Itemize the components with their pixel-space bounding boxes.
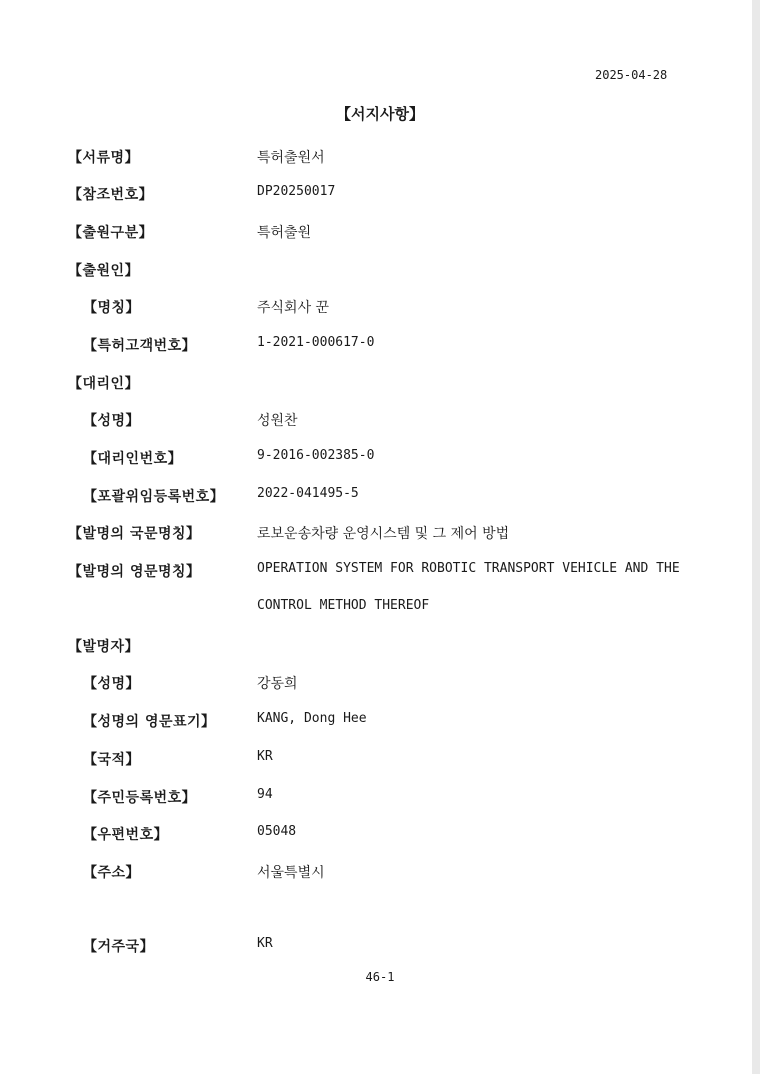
- field-title-en-continued: [0, 598, 740, 622]
- section-applicant: [0, 260, 740, 284]
- field-value: 9-2016-002385-0: [257, 448, 375, 463]
- field-value: 94: [257, 787, 273, 802]
- field-value: KR: [257, 749, 273, 764]
- field-inventor-name-en: [0, 711, 740, 735]
- field-label: 【우편번호】: [83, 827, 169, 843]
- section-label: 【출원인】: [68, 263, 140, 279]
- field-label: 【발명의 국문명칭】: [68, 526, 201, 542]
- field-value: OPERATION SYSTEM FOR ROBOTIC TRANSPORT VEHICLE AND THE: [257, 561, 680, 576]
- field-applicant-name: [0, 297, 740, 321]
- field-label: 【성명】: [83, 413, 141, 429]
- section-inventor: [0, 636, 740, 660]
- field-value: KR: [257, 936, 273, 951]
- field-nationality: [0, 749, 740, 773]
- field-value: 특허출원: [257, 225, 312, 241]
- field-value: 특허출원서: [257, 150, 325, 166]
- field-agent-name: [0, 410, 740, 434]
- field-label: 【포괄위임등록번호】: [83, 489, 225, 505]
- field-label: 【참조번호】: [68, 187, 154, 203]
- field-title-kr: [0, 523, 740, 547]
- field-label: 【성명의 영문표기】: [83, 714, 216, 730]
- field-value: 주식회사 꾼: [257, 300, 330, 316]
- field-label: 【대리인번호】: [83, 451, 183, 467]
- field-value: 05048: [257, 824, 297, 839]
- field-label: 【성명】: [83, 676, 141, 692]
- field-inventor-name: [0, 673, 740, 697]
- field-label: 【주소】: [83, 865, 141, 881]
- field-label: 【서류명】: [68, 150, 140, 166]
- field-agent-code: [0, 448, 740, 472]
- field-resident-no: [0, 787, 740, 811]
- field-value: KANG, Dong Hee: [257, 711, 367, 726]
- document-date: 2025-04-28: [595, 68, 668, 82]
- field-title-en: [0, 561, 740, 585]
- field-value: 강동희: [257, 676, 298, 692]
- field-value: 로보운송차량 운영시스템 및 그 제어 방법: [257, 526, 510, 542]
- field-label: 【국적】: [83, 752, 141, 768]
- section-title: 【서지사항】: [336, 105, 424, 123]
- field-residence-country: [0, 936, 740, 960]
- field-doc-type: [0, 147, 740, 171]
- section-agent: [0, 373, 740, 397]
- field-value: 1-2021-000617-0: [257, 335, 375, 350]
- section-label: 【발명자】: [68, 639, 140, 655]
- field-value: 성원찬: [257, 413, 298, 429]
- field-label: 【명칭】: [83, 300, 141, 316]
- field-label: 【출원구분】: [68, 225, 154, 241]
- field-label: 【특허고객번호】: [83, 338, 197, 354]
- field-applicant-code: [0, 335, 740, 359]
- field-value: DP20250017: [257, 184, 336, 199]
- section-label: 【대리인】: [68, 376, 140, 392]
- field-postal-code: [0, 824, 740, 848]
- field-label: 【거주국】: [83, 939, 155, 955]
- field-label: 【발명의 영문명칭】: [68, 564, 201, 580]
- page-edge: [752, 0, 760, 1074]
- field-app-type: [0, 222, 740, 246]
- page-number: 46-1: [365, 970, 395, 984]
- field-value: 서울특별시: [257, 865, 325, 881]
- field-address: [0, 862, 740, 886]
- field-label: 【주민등록번호】: [83, 790, 197, 806]
- field-value: 2022-041495-5: [257, 486, 359, 501]
- field-agent-poa: [0, 486, 740, 510]
- field-value: CONTROL METHOD THEREOF: [257, 598, 430, 613]
- field-ref-no: [0, 184, 740, 208]
